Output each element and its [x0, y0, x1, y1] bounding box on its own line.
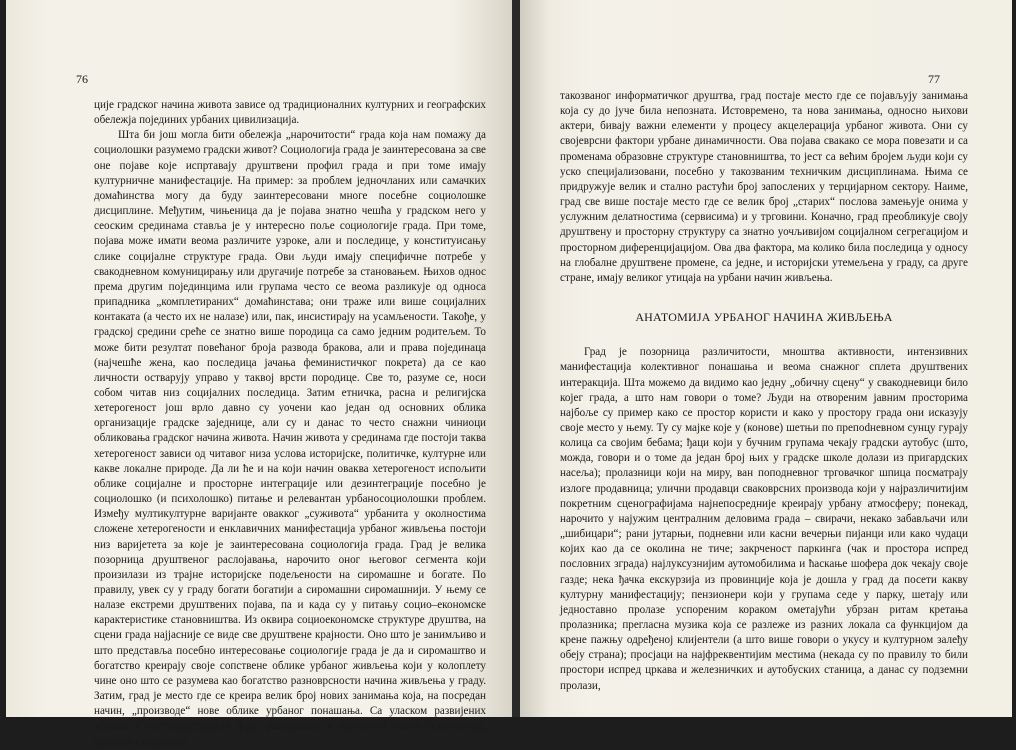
right-page-body: [560, 89, 968, 694]
paragraph: такозваног информатичког друштва, град постаје место где се појављују занимања која су до јуче била непозната. Истовремено, та нова занимања, односно њихови актери, бивају важни елементи у процесу акцелерација урбаног живота. Они су својеврсни фактори урбане динамичности. Ова појава свакако се мора повезати и са променама образовне структуре становништва, то јест са већим бројем људи који су уско специјализовани, посебно у такозваним техничким дисциплинама. Њима се придружује велик и стално растући број запослених у терцијарном сектору. Наиме, град све више постаје место где се велик број „старих“ послова замењује онима у услужним делатностима (сервисима) и у трговини. Коначно, град преобликује своју друштвену и просторну структуру са знатно уочљивијом социјалном сегрегацијом и просторном диференцијацијом. Ова два фактора, ма колико била последица у односу на глобалне друштвене промене, са једне, и историјски утемељена у граду, са друге стране, имају великог утицаја на урбани начин живљења.: [560, 90, 968, 284]
right-page: [520, 0, 1012, 717]
left-page-body: [94, 98, 486, 750]
page-number-right: 77: [928, 72, 940, 86]
left-page: [6, 0, 512, 748]
paragraph: ције градског начина живота зависе од традиционалних културних и географских обележја појединих урбаних цивилизација.: [94, 99, 486, 127]
paragraph: Град је позорница различитости, мноштва активности, интензивних манифестација колективног понашања и веома снажног сплета друштвених интеракција. Шта можемо да видимо као једну „обичну сцену“ у свакодневици било којег града, а што нам говори о томе? Људи на отвореним јавним просторима најбоље су пример како се простор користи и како у простору града они исказују своје место у њему. Ту су мајке које у (конове) шетњи по препodневном сунцу гурају колица са својим бебама; ђаци који у бучним групама чекају градски аутобус (што, можда, говори и о томе да један број њих у градске школе долази из пригардских насеља); пролазници који на миру, ван поподневног трговачког шпица посматрају излоге продавница; улични продавци сваковрсних производа који у најразличитијим покретним сценографијама најнепосредније креирају урбану атмосферу; понекад, нарочито у најужим централним деловима града – свирачи, некако забављачи или „шибицари“; рани јутарњи, поднeвни или касни вечерњи пијанци или како чудаци којих као да се околина не тиче; закрченост паркинга (чак и простора испред пословних зграда) најлуксузнијим аутомобилима и ћаскање шофера док чекају своје газде; нека ђачка екскурзија из провинције која је дошла у град да посети какву културну манифестацију; пензионери који у групама седе у парку, шетају или једноставно пролазе успореним кораком ометајући убрзан ритам кретања пролазника; прегласна музика која се разлеже из разних локала са функцијом да крене пажњу одређеноj клијентели (а што више говори о укусу и културном залеђу обеју страна); просјаци на најфреквентијим местима (некада су по правилу то били простори испред цркава и железничких и аутобуских станица, а данас су подземни пролази,: [560, 346, 968, 692]
page-number-left: 76: [76, 72, 88, 86]
book-gutter: [512, 0, 520, 717]
paragraph: Шта би још могла бити обележја „нарочитости“ града која нам помажу да социолошки разумемо градски живот? Социологија града је заинтересована за све оне појаве које испртавају друштвени профил града и при томе имају културничне манифестације. На пример: за проблем једночланих или самачких домаћинства могу да буду заинтересовани многе посебне социолошке дисциплине. Међутим, чињеница да је појава знатно чешћа у градском него у сеоским срединама ставља је у интересно поље социологије града. При томе, појава може имати веома различите узроке, али и последице, у конституисању слике социјалне структуре града. Ови људи имају специфичне потребе у свакодневном комуницирању или другачије потребе за становањем. Њихов однос према другим појединцима или групама често се веома разликује од односа припадника „комплетираних“ домаћинстава; они траже или више социјалних контаката (а често их не налазе) или, пак, инсистирају на усамљености. Такође, у градској средини срећe се знатно више породица са само једним родитељем. То може бити резултат повећаног броја развода бракова, али и права појединаца (најчешће жена, као последица јачања феминистичког покрета) да се као личности остварују управо у таквој врсти породице. Све то, разуме се, носи собом читав низ социјалних последица. Затим етничка, расна и религијска хетерогеност још врло давно су уочени као један од основних облика организације градске заједнице, али су и данас то често снажни чиниоци обликовања градског начина живота. Начин живота у срединама где постоји таква хетерогеност зависи од читавог низа услова историјске, политичке, културне или какве локалне природе. Да ли ће и на који начин оваква хетерогеност испољити облике социјалне и просторне интеграције или дезинтеграције посебно је социолошко (и психолошко) питање и релевантан урбаносоциолошки проблем. Између мултикултурне варијанте овакког „суживота“ урбанита у околностима сложене хетерогености и енклавичних манифестација урбаног живљења постоји низ варијетета за које је заинтересована социологија града. Град је велика позорница друштвеног раслојавања, нарочито оног његовог сегмента који произилази из трајне историјске подељености на сиромашне и богате. По правилу, увек су у граду богати богатији а сиромашни сиромашнији. У њему се налазе екстреми друштвених појава, па и када су у питању социо–економске карактеристике становништва. Из оквира социоекономске структуре друштва, на сцени града најјасније се виде све друштвене крајности. Оно што је занимљиво и што представља посебно интересовање социологије града је да и сиромаштво и богатство креирају своје сопствене облике урбаног живљења који у колоплету чине оно што се разумева као богатство разноврсности начина живљења у граду. Затим, град је место где се креира велик број нових занимања која, на посредан начин, „производе“ нове облике урбаног понашања. Са уласком развијених земаља у постиндустријску фазу, развијањем и применом нових технологија, односно стварањем: [94, 129, 486, 748]
section-heading: АНАТОМИЈА УРБАНОГ НАЧИНА ЖИВЉЕЊА: [635, 310, 893, 325]
